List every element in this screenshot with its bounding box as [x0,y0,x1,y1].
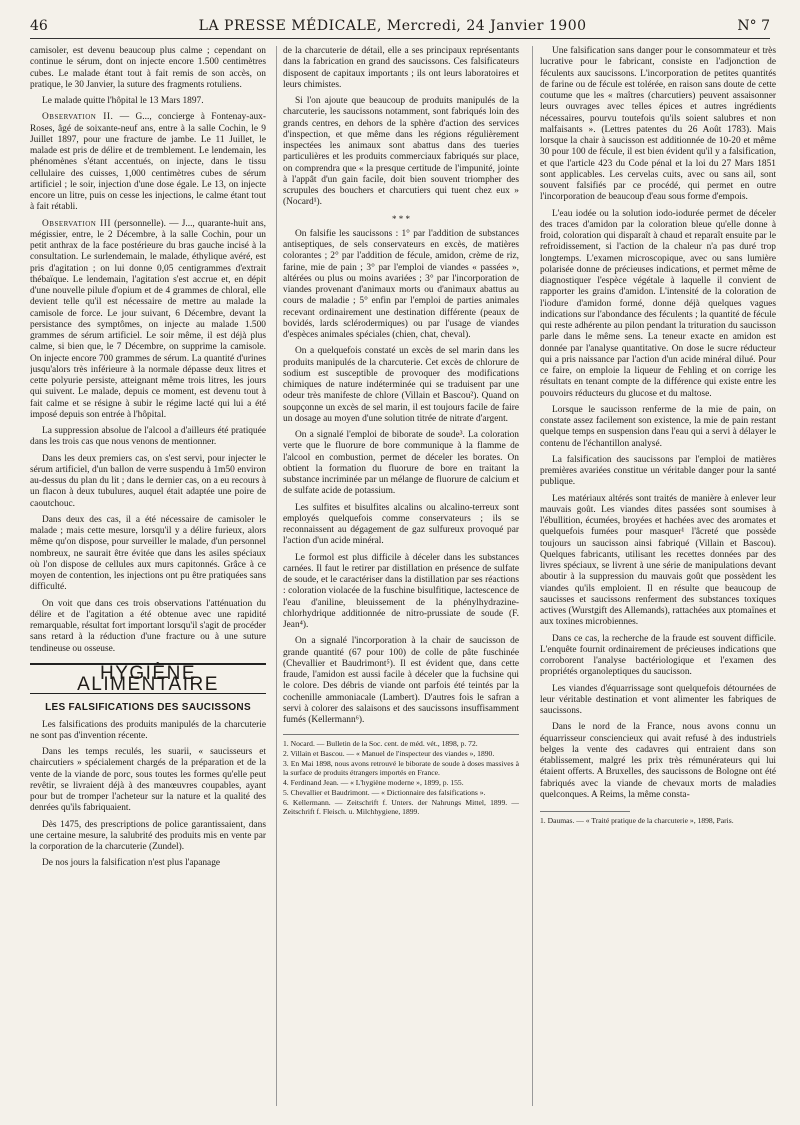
paragraph: Dans le nord de la France, nous avons connu un équarrisseur consciencieux qui avait refusé à des industriels belges la vente des cadavres qui entraient dans son établissement, malgré les prix très rémunérateurs qui lui étaient offerts. A Bruxelles, des saucissons de Bologne ont été fabriqués avec la viande de chevaux morts de maladies quelconques. A Reims, la même consta- [540,722,776,800]
footnote-rule [540,811,630,812]
paragraph: Le formol est plus difficile à déceler dans les substances carnées. Il faut le retirer par distillation en présence de sulfate de soude, et le caractériser dans la distillation par ses réactions : coloration violacée de la fuschine bisulfitique, lactescence de l'eau d'aniline, bleuissement de la phénylhydrazine-chlorhydrique additionnée de nitro-prussiate de soude (F. Jean⁴). [283,552,519,630]
issue-number: N° 7 [737,18,770,34]
paragraph: Les matériaux altérés sont traités de manière à enlever leur mauvais goût. Les viandes dites passées sont soumises à l'ébullition, écumées, broyées et hachées avec des aromates et quelquefois fumées pour masquer¹ l'âcreté que possède toujours un saucisson ainsi fabriqué (Villain et Bascou). Quelques fabricants, utilisant les recettes données par des livres spéciaux, se livrent à une série de manipulations devant aboutir à la suppression du mauvais goût que possèdent les viandes qu'ils emploient. Il en résulte que beaucoup de saucisses et saucissons renferment des substances toxiques actives (Wurstgift des Allemands), rattachées aux ptomaïnes et aux toxines microbiennes. [540,493,776,628]
paragraph: Dès 1475, des prescriptions de police garantissaient, dans une certaine mesure, la salubrité des produits mis en vente par la corporation de la charcuterie (Zundel). [30,819,266,852]
paragraph: Le malade quitte l'hôpital le 13 Mars 1897. [42,96,204,106]
column-1 [30,46,266,1125]
section-separator: * * * [392,213,410,224]
footnote: 3. En Mai 1898, nous avons retrouvé le biborate de soude à doses massives à la surface de produits étrangers importés en France. [283,759,519,778]
footnotes [283,734,519,816]
article-title: LES FALSIFICATIONS DES SAUCISSONS [45,702,251,714]
paragraph: Dans ce cas, la recherche de la fraude est souvent difficile. L'enquête fournit ordinairement de précieuses indications que corroborent l'analyse bactériologique et l'examen des propriétés organoleptiques du saucisson. [540,633,776,678]
page-header [30,14,770,39]
observation-2 [30,112,266,213]
paragraph: Les viandes d'équarrissage sont quelquefois détournées de leur véritable destination et vont alimenter les fabriques de saucissons. [540,683,776,716]
footnote: 1. Nocard. — Bulletin de la Soc. cent. de méd. vét., 1898, p. 72. [283,739,478,749]
paragraph: Dans les temps reculés, les suarii, « saucisseurs et chaircutiers » spécialement chargés de la préparation et de la vente de la viande de porc, sous toutes les formes qu'elle peut revêtir, se livraient déjà à des manœuvres coupables, ayant pour but de tromper l'acheteur sur la nature et la qualité des denrées qu'ils fabriquaient. [30,747,266,814]
paragraph: La falsification des saucissons par l'emploi de matières premières avariées constitue un véritable danger pour la santé publique. [540,454,776,488]
column-3 [540,46,776,1125]
paragraph: On a signalé l'incorporation à la chair de saucisson de grande quantité (67 pour 100) de colle de pâte fuschinée (Chevallier et Baudrimont⁵). Il est évident que, dans cette fraude, l'amidon est aussi facile à déceler que la fuchsine qui le colore. Des débris de viande ont parfois été teintés par la cochenille ammoniacale (Lambert). D'autres fois le safran a servi à colorer des salaisons et des saucissons insuffisamment fumés (Kellermann⁶). [283,636,519,725]
column-2 [283,46,519,1125]
observation-label: Observation II. [42,112,114,123]
paragraph: de la charcuterie de détail, elle a ses principaux représentants dans la fabrication en grand des saucissons. Ces falsificateurs disposent de capitaux importants ; ils ont leurs laboratoires et leurs chimistes. [283,46,519,90]
paragraph: Lorsque le saucisson renferme de la mie de pain, on constate assez facilement son existence, la mie de pain restant quelque temps en suspension dans l'eau qui a servi à délayer le contenu de l'échantillon analysé. [540,404,776,449]
paragraph: Dans les deux premiers cas, on s'est servi, pour injecter le sérum artificiel, d'un ballon de verre suspendu à 1m50 environ au-dessus du plan du lit ; dans le dernier cas, on a eu recours à un flacon à deux tubulures, auquel était adaptée une poire de caoutchouc. [30,453,266,509]
observation-text: (personnelle). — J..., quarante-huit ans, mégissier, entre, le 2 Décembre, à la salle Cochin, pour un petit anthrax de la face postérieure du bras gauche incisé à la consultation. Le surlendemain, le malade, éthylique avéré, est pris d'agitation ; on lui donne 0,05 centigrammes d'extrait thébaïque. Le lendemain, l'agitation s'est accrue et, en dépit d'une nouvelle pilule d'opium et de 4 grammes de chloral, elle devient telle qu'il est nécessaire de mettre au malade la camisole de force. Le jour suivant, 6 Décembre, devant la persistance des symptômes, on injecte au malade 1.500 grammes de sérum artificiel. Le soir même, il est déjà plus calme, si bien que, le 7 Décembre, on supprime la camisole. On injecte encore 700 grammes de sérum. La quantité d'urines jusqu'alors très inférieure à la normale dépasse deux litres et cette polyurie persiste, atteignant même trois litres, les jours qui suivent. Le malade, depuis ce moment, est devenu tout à fait calme et se résigne à subir le régime lacté qui lui a été imposé depuis son entrée à l'hôpital. [30,218,266,420]
journal-title: LA PRESSE MÉDICALE, Mercredi, 24 Janvier 1900 [198,18,587,34]
paragraph: Une falsification sans danger pour le consommateur et très lucrative pour le fabricant, consiste en l'adjonction de féculents aux saucissons. L'incorporation de petites quantités de farine ou de fécule est tolérée, en raison sans doute de cette coutume que les « maîtres (charcutiers) peuvent assaisonner leurs ouvrages avec telles épices et autres ingrédients nécessaires, pourvu toutefois qu'ils soient salubres et non malfaisants ». (Lettres patentes du 26 Août 1783). Mais lorsque la chair à saucisson est additionnée de 10-20 et même 30 pour 100 de fécule, il est bien évident qu'il y a falsification, et que l'article 423 du Code pénal et la loi du 27 Mars 1851 sont applicables. Les cervelas cuits, avec ou sans ail, sont souvent falsifiés par ce procédé, qui permet en outre l'incorporation de beaucoup d'eau sous forme d'empois. [540,46,776,203]
observation-text: — G..., concierge à Fontenay-aux-Roses, âgé de soixante-neuf ans, entre à la salle Cochin, le 9 Juillet 1897, pour une fracture de jambe. Le 11 Juillet, le malade est pris de délire et de tremblement. Le lendemain, les phénomènes s'étant accentués, on injecte, dans le tissu cellulaire des cuisses, 1,000 centimètres cubes de sérum artificiel ; le soir, injection d'une dose égale. Le 13, on injecte encore un litre, puis on cesse les injections, le calme étant tout à fait rétabli. [30,112,266,213]
paragraph: camisoler, est devenu beaucoup plus calme ; cependant on continue le sérum, dont on injecte encore 1.500 centimètres cubes. Le malade étant tout à fait remis de son accès, on pratique, le 30 Janvier, la suture des fragments rotuliens. [30,46,266,90]
footnote: 6. Kellermann. — Zeitschrift f. Unters. der Nahrungs Mittel, 1899. — Zeitschrift f. Fleisch. u. Milchhygiene, 1899. [283,798,519,817]
column-rule [276,46,277,1106]
column-rule [532,46,533,1106]
footnote: 4. Ferdinand Jean. — « L'hygiène moderne », 1899, p. 155. [283,778,464,788]
section-title: HYGIÈNE ALIMENTAIRE [77,662,219,695]
paragraph: Les sulfites et bisulfites alcalins ou alcalino-terreux sont employés quelquefois comme conservateurs ; ils se reconnaissent au dégagement de gaz sulfureux provoqué par l'action d'un acide minéral. [283,502,519,547]
section-header [30,663,266,695]
paragraph: On voit que dans ces trois observations l'atténuation du délire et de l'agitation a été obtenue avec une rapidité remarquable, résultat fort important lorsqu'il s'agit de procéder sans retard à la réduction d'une fracture ou à une suture tendineuse ou osseuse. [30,598,266,654]
page-number: 46 [30,18,48,34]
paragraph: La suppression absolue de l'alcool a d'ailleurs été pratiquée dans les trois cas que nous venons de mentionner. [30,426,266,448]
observation-3 [30,219,266,422]
paragraph: Dans deux des cas, il a été nécessaire de camisoler le malade ; mais cette mesure, lorsqu'il y a délire furieux, alors même qu'on dispose, pour surveiller le malade, d'un personnel nombreux, ne saurait être évitée que dans les asiles spéciaux où l'on dispose de cellules aux murs capitonnés. Grâce à ce moyen de contention, les injections ont pu être pratiquées sans difficulté. [30,514,266,593]
footnote: 1. Daumas. — « Traité pratique de la charcuterie », 1898, Paris. [540,816,734,825]
paragraph: On a quelquefois constaté un excès de sel marin dans les produits manipulés de la charcuterie. Cet excès de chlorure de sodium est susceptible de provoquer des modifications chimiques de nature indéterminée qui se traduisent par une odeur très manifeste de chlore (Villain et Bascou²). Quand on soupçonne un excès de sel marin, il est toujours facile de faire un dosage au moyen d'une solution titrée de nitrate d'argent. [283,346,519,424]
paragraph: De nos jours la falsification n'est plus l'apanage [42,858,221,869]
observation-label: Observation III [42,218,111,229]
paragraph: On a signalé l'emploi de biborate de soude³. La coloration verte que le fluorure de bore communique à la flamme de l'alcool en combustion, permet de déceler les borates. On obtient la formation du fluorure de bore en traitant la substance incriminée par un mélange de fluorure de calcium et de sulfate acide de potassium. [283,430,519,497]
paragraph: Les falsifications des produits manipulés de la charcuterie ne sont pas d'invention récente. [30,719,266,741]
paragraph: On falsifie les saucissons : 1° par l'addition de substances antiseptiques, de sels conservateurs en excès, de matières colorantes ; 2° par l'addition de fécule, amidon, crème de riz, farine, mie de pain ; 3° par l'emploi de viandes « passées », altérées ou plus ou moins avariées ; 3° par l'incorporation de viandes provenant d'animaux morts ou d'animaux abattus au cours de maladie ; 5° enfin par l'emploi de parties animales recevant ordinairement une destination différente (peaux de bovidés, lards sclérodermiques) ou par l'usage de viandes d'espèces animales spéciales (chien, chat, cheval). [283,228,519,340]
footnote: 2. Villain et Bascou. — « Manuel de l'inspecteur des viandes », 1890. [283,749,495,759]
paragraph: L'eau iodée ou la solution iodo-iodurée permet de déceler des traces d'amidon par la coloration bleue qu'elle donne à froid, coloration qui disparaît à chaud et reparaît ensuite par le refroidissement, si l'action de la chaleur n'a pas duré trop longtemps. L'examen microscopique, avec ou sans lumière polarisée donne de précieuses indications, et permet même de diagnostiquer l'espèce végétale à laquelle il convient de rapporter les grains d'amidon. L'intensité de la coloration de l'iodure d'amidon formé, donne déjà quelques vagues indications sur l'abondance des féculents ; la quantité de fécule qui reste adhérente au pilon pendant la trituration du saucisson parle dans le même sens. La teneur exacte en amidon est donnée par l'analyse quantitative. On dose le sucre réducteur qui a pris naissance par l'action d'un acide minéral dilué. Pour ce faire, on emploie la liqueur de Fehling et on corrige les résultats en tenant compte de la différence qui existe entre les pouvoirs réducteurs du glucose et du maltose. [540,208,776,399]
footnote: 5. Chevallier et Baudrimont. — « Dictionnaire des falsifications ». [283,788,486,798]
paragraph: Si l'on ajoute que beaucoup de produits manipulés de la charcuterie, les saucissons notamment, sont fabriqués loin des grands centres, en dehors de la sphère d'action des services d'inspection, et que même dans les régions régulièrement inspectées les animaux sont abattus dans des tueries particulières et les produits commerciaux fabriqués sur place, on comprendra que « la presque certitude de l'impunité, jointe à l'appât d'un gain facile, doit bien souvent triompher des scrupules des bouchers et charcutiers qui tuent chez eux » (Nocard¹). [283,96,519,208]
